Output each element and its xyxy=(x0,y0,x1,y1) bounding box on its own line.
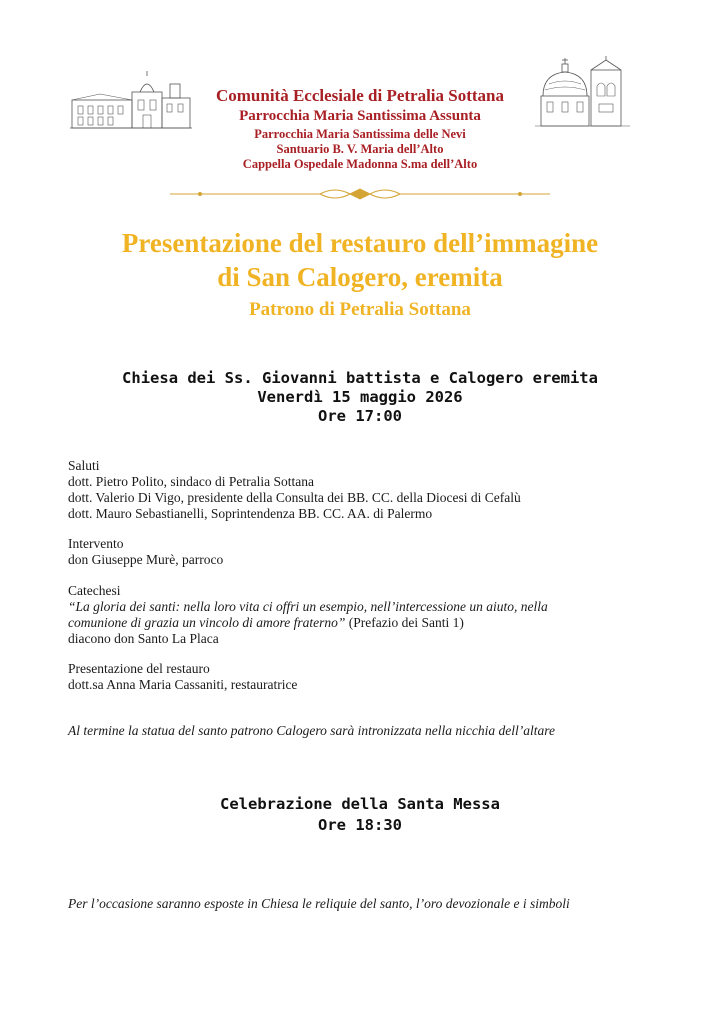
saluti-item: dott. Mauro Sebastianelli, Soprintendenza BB. CC. AA. di Palermo xyxy=(68,506,433,521)
event-title-line-1: Presentazione del restauro dell’immagine xyxy=(121,228,599,258)
restauro-heading: Presentazione del restauro xyxy=(68,661,210,676)
enthronement-note: Al termine la statua del santo patrono Calogero sarà intronizzata nella nicchia dell’altare xyxy=(68,723,555,738)
catechesi-quote-end: comunione di grazia un vincolo di amore fraterno” xyxy=(68,615,346,630)
footer-note: Per l’occasione saranno esposte in Chiesa le reliquie del santo, l’oro devozionale e i simboli xyxy=(68,896,570,911)
intervento-speaker: don Giuseppe Murè, parroco xyxy=(68,552,224,567)
catechesi-heading: Catechesi xyxy=(68,583,121,598)
parish-nevi: Parrocchia Maria Santissima delle Nevi xyxy=(254,127,466,141)
celebration-title: Celebrazione della Santa Messa xyxy=(220,795,500,813)
parish-assunta: Parrocchia Maria Santissima Assunta xyxy=(239,108,481,124)
intervento-heading: Intervento xyxy=(68,536,124,551)
restauro-speaker: dott.sa Anna Maria Cassaniti, restauratrice xyxy=(68,677,298,692)
celebration-time: Ore 18:30 xyxy=(318,816,402,834)
venue-date: Venerdì 15 maggio 2026 xyxy=(257,388,463,406)
event-title-line-2: di San Calogero, eremita xyxy=(217,262,503,292)
event-subtitle: Patrono di Petralia Sottana xyxy=(249,299,471,320)
catechesi-quote-line-2 xyxy=(68,615,464,631)
catechesi-speaker: diacono don Santo La Placa xyxy=(68,631,219,646)
catechesi-source: (Prefazio dei Santi 1) xyxy=(345,615,464,630)
ornamental-divider-icon xyxy=(170,186,550,202)
saluti-heading: Saluti xyxy=(68,458,100,473)
saluti-item: dott. Valerio Di Vigo, presidente della Consulta dei BB. CC. della Diocesi di Cefalù xyxy=(68,490,521,505)
saluti-item: dott. Pietro Polito, sindaco di Petralia Sottana xyxy=(68,474,314,489)
venue-time: Ore 17:00 xyxy=(318,407,402,425)
sanctuary-name: Santuario B. V. Maria dell’Alto xyxy=(276,142,444,156)
venue-church: Chiesa dei Ss. Giovanni battista e Calogero eremita xyxy=(122,369,598,387)
catechesi-quote-line-1: “La gloria dei santi: nella loro vita ci offri un esempio, nell’intercessione un aiuto, nella xyxy=(68,599,548,614)
community-name: Comunità Ecclesiale di Petralia Sottana xyxy=(215,86,505,105)
chapel-name: Cappella Ospedale Madonna S.ma dell’Alto xyxy=(242,157,478,171)
